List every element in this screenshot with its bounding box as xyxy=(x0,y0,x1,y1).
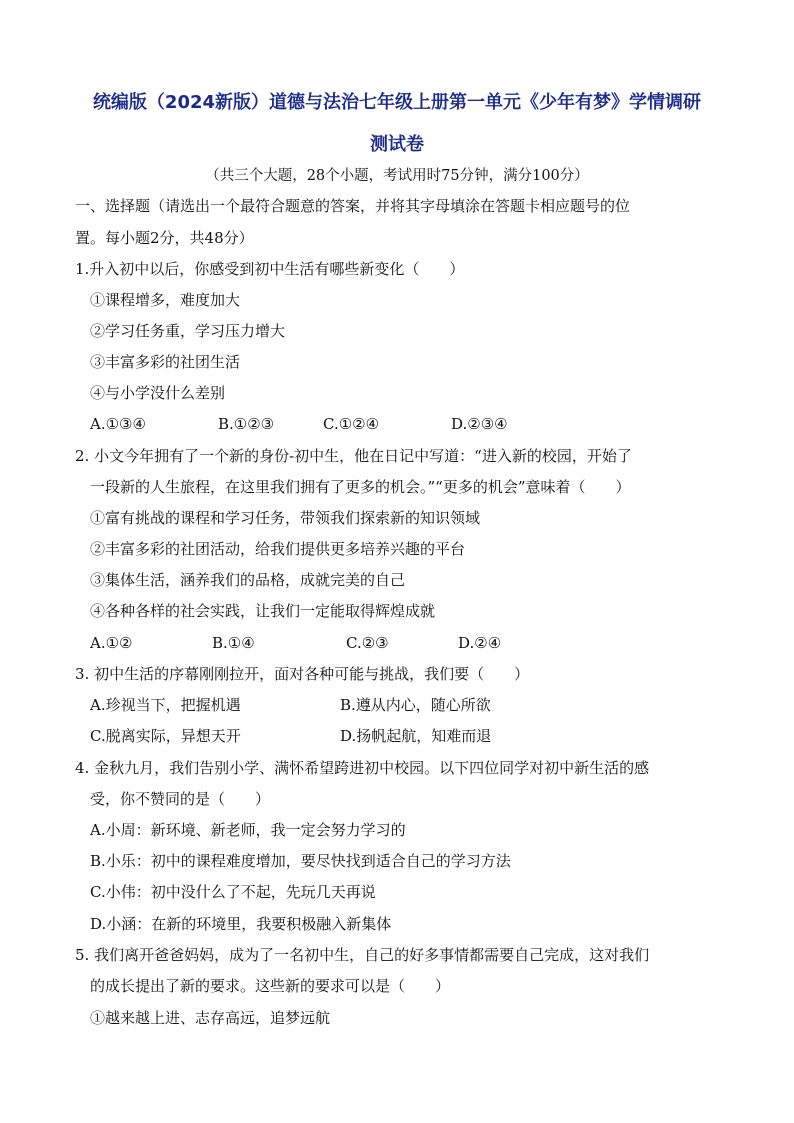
question-3-options-row1 xyxy=(90,695,690,715)
question-3-option-a[interactable]: A.珍视当下，把握机遇 xyxy=(90,696,241,714)
question-5-stem-line1: 5. 我们离开爸爸妈妈，成为了一名初中生，自己的好多事情都需要自己完成，这对我们 xyxy=(75,946,650,964)
question-1-option-b[interactable]: B.①②③ xyxy=(218,415,275,433)
question-4-option-c[interactable]: C.小伟：初中没什么了不起，先玩几天再说 xyxy=(90,883,376,901)
section-heading-line2: 置。每小题2分，共48分） xyxy=(75,229,254,247)
question-1-item-3: ③丰富多彩的社团生活 xyxy=(90,353,241,371)
question-2-item-1: ①富有挑战的课程和学习任务，带领我们探索新的知识领域 xyxy=(90,509,481,527)
question-1-option-a[interactable]: A.①③④ xyxy=(90,415,146,433)
exam-title-line2: 测试卷 xyxy=(370,134,424,155)
question-2-stem-line1: 2. 小文今年拥有了一个新的身份-初中生，他在日记中写道：“进入新的校园，开始了 xyxy=(75,447,632,465)
question-1-item-4: ④与小学没什么差别 xyxy=(90,384,226,402)
question-1-item-1: ①课程增多，难度加大 xyxy=(90,291,241,309)
question-3-options-row2 xyxy=(90,726,690,746)
question-5-item-1: ①越来越上进、志存高远，追梦远航 xyxy=(90,1009,331,1027)
exam-subtitle: （共三个大题，28个小题，考试用时75分钟，满分100分） xyxy=(205,168,589,184)
question-3-option-c[interactable]: C.脱离实际，异想天开 xyxy=(90,727,241,745)
question-2-option-b[interactable]: B.①④ xyxy=(212,634,255,652)
question-3-stem: 3. 初中生活的序幕刚刚拉开，面对各种可能与挑战，我们要（ ） xyxy=(75,665,530,683)
question-1-stem: 1.升入初中以后，你感受到初中生活有哪些新变化（ ） xyxy=(75,260,465,278)
question-2-item-2: ②丰富多彩的社团活动，给我们提供更多培养兴趣的平台 xyxy=(90,540,466,558)
question-1-option-d[interactable]: D.②③④ xyxy=(451,415,508,433)
question-2-option-c[interactable]: C.②③ xyxy=(346,634,389,652)
question-4-stem-line2: 受，你不赞同的是（ ） xyxy=(90,790,271,808)
section-heading-line1: 一、选择题（请选出一个最符合题意的答案，并将其字母填涂在答题卡相应题号的位 xyxy=(75,197,631,215)
question-1-option-c[interactable]: C.①②④ xyxy=(323,415,380,433)
question-1-options xyxy=(90,414,690,434)
question-2-option-a[interactable]: A.①② xyxy=(90,634,133,652)
question-3-option-d[interactable]: D.扬帆起航，知难而退 xyxy=(340,727,492,745)
question-2-item-4: ④各种各样的社会实践，让我们一定能取得辉煌成就 xyxy=(90,602,436,620)
question-2-option-d[interactable]: D.②④ xyxy=(458,634,502,652)
question-1-item-2: ②学习任务重，学习压力增大 xyxy=(90,322,286,340)
question-4-stem-line1: 4. 金秋九月，我们告别小学、满怀希望跨进初中校园。以下四位同学对初中新生活的感 xyxy=(75,759,650,777)
exam-title-line1: 统编版（2024新版）道德与法治七年级上册第一单元《少年有梦》学情调研 xyxy=(92,92,702,113)
question-4-option-d[interactable]: D.小涵：在新的环境里，我要积极融入新集体 xyxy=(90,915,392,933)
question-2-item-3: ③集体生活，涵养我们的品格，成就完美的自己 xyxy=(90,571,406,589)
question-4-option-b[interactable]: B.小乐：初中的课程难度增加，要尽快找到适合自己的学习方法 xyxy=(90,852,511,870)
question-4-option-a[interactable]: A.小周：新环境、新老师，我一定会努力学习的 xyxy=(90,821,406,839)
question-2-stem-line2: 一段新的人生旅程，在这里我们拥有了更多的机会。”“更多的机会”意味着（ ） xyxy=(90,478,631,496)
question-3-option-b[interactable]: B.遵从内心，随心所欲 xyxy=(340,696,491,714)
question-5-stem-line2: 的成长提出了新的要求。这些新的要求可以是（ ） xyxy=(90,977,451,995)
question-2-options xyxy=(90,633,690,653)
